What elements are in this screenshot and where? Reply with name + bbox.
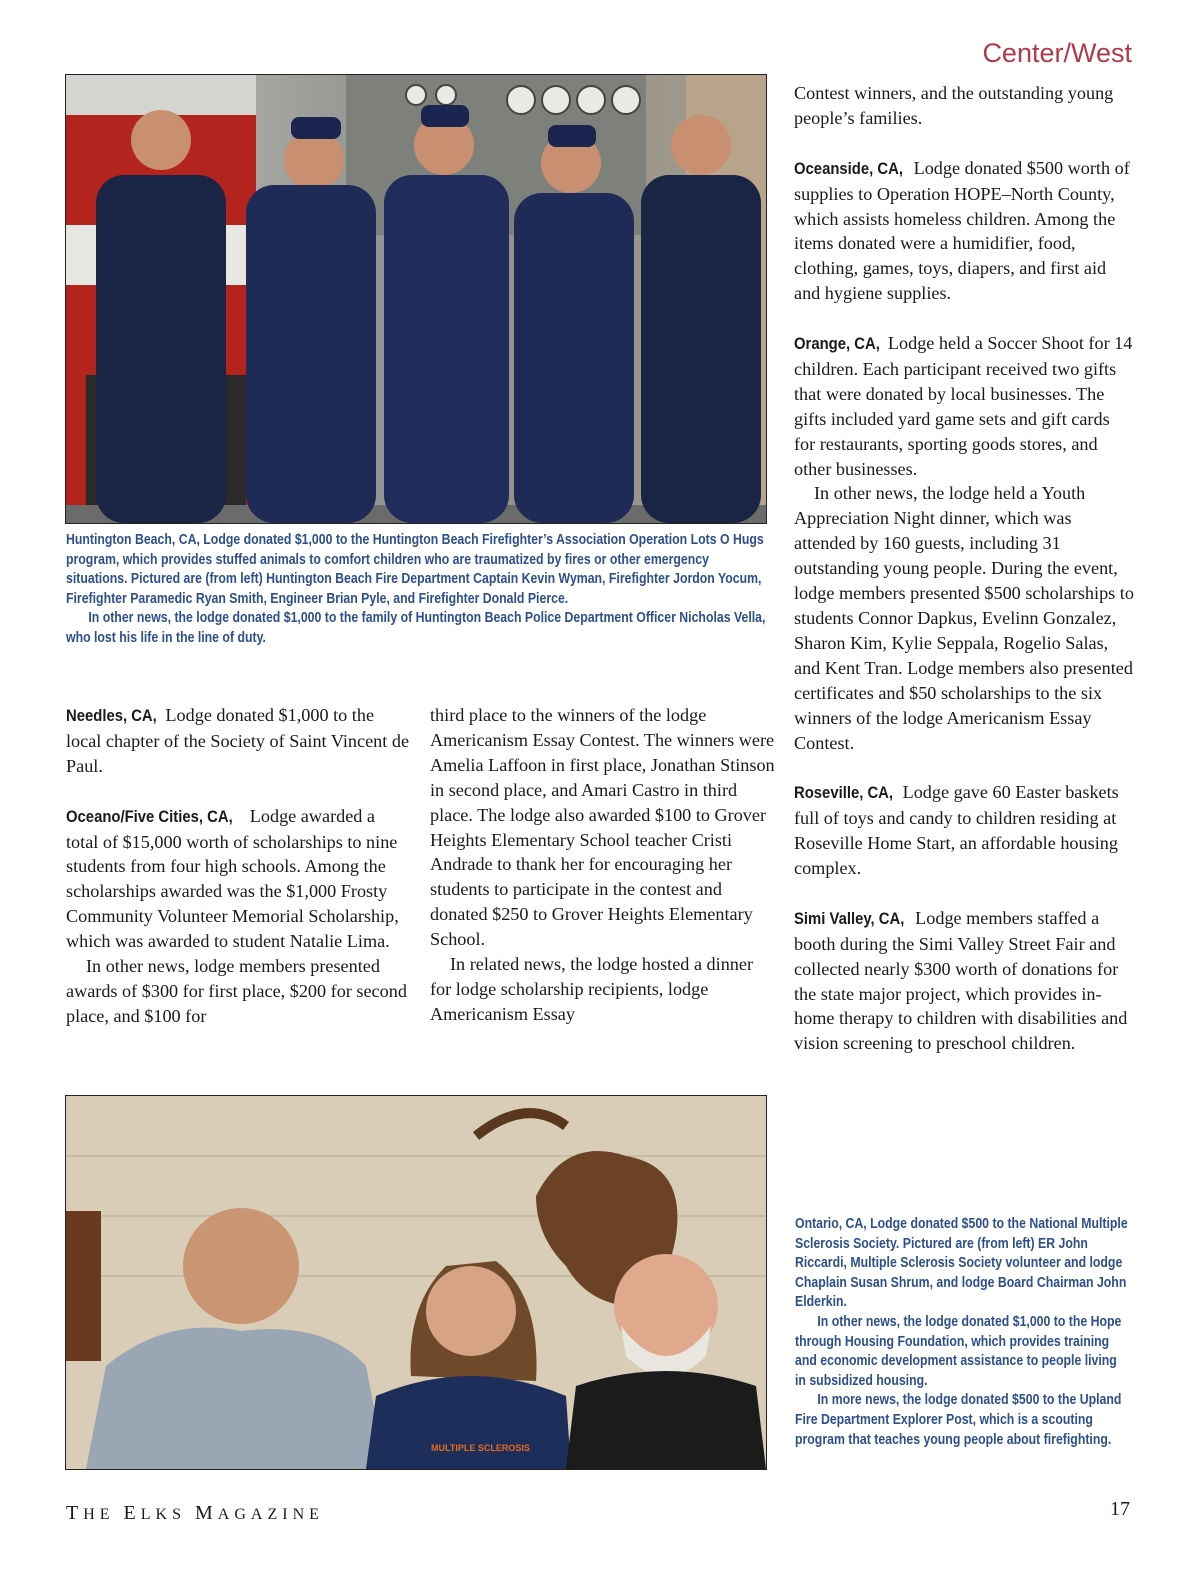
article-text: Lodge gave 60 Easter baskets full of toys and candy to children residing at Roseville Home Start, an affordable housing complex. — [794, 782, 1119, 879]
caption-place: Huntington Beach, CA, — [66, 532, 200, 548]
column-middle — [430, 703, 775, 1027]
article-oceanside — [794, 156, 1134, 306]
place-label: Orange, CA, — [794, 335, 880, 354]
caption-more: In other news, the lodge donated $1,000 to the family of Huntington Beach Police Department Officer Nicholas Vella, who lost his life in the line of duty. — [66, 610, 766, 646]
article-simi — [794, 906, 1134, 1056]
article-needles — [66, 703, 411, 779]
place-label: Simi Valley, CA, — [794, 909, 905, 928]
article-oceano-p2-start: In other news, lodge members presented awards of $300 for first place, $200 for second place, and $100 for — [66, 956, 407, 1026]
article-text: Lodge members staffed a booth during the Simi Valley Street Fair and collected nearly $300 worth of donations for the state major project, which provides in-home therapy to children with disabilities and vision screening to preschool children. — [794, 907, 1128, 1054]
place-label: Roseville, CA, — [794, 784, 894, 803]
article-oceano — [66, 804, 411, 954]
article-oceano-p2-end: third place to the winners of the lodge Americanism Essay Contest. The winners were Amelia Laffoon in first place, Jonathan Stinson in second place, and Amari Castro in third place. The lodge also awarded $100 to Grover Heights Elementary School teacher Cristi Andrade to thank her for encouraging her students to participate in the contest and donated $250 to Grover Heights Elementary School. — [430, 705, 775, 950]
place-label: Oceanside, CA, — [794, 159, 903, 178]
article-oceano-p3-start: In related news, the lodge hosted a dinner for lodge scholarship recipients, lodge Americanism Essay — [430, 954, 754, 1024]
article-text: Lodge awarded a total of $15,000 worth of scholarships to nine students from four high schools. Among the scholarships awarded was the $1,000 Frosty Community Volunteer Memorial Scholarship, which was awarded to student Natalie Lima. — [66, 805, 399, 952]
place-label: Oceano/Five Cities, CA, — [66, 807, 233, 826]
column-right — [794, 81, 1134, 1056]
ontario-lodge-photo — [65, 1095, 767, 1470]
section-label: Center/West — [982, 38, 1132, 68]
caption-more-1: In other news, the lodge donated $1,000 to the Hope through Housing Foundation, which provides training and economic development assistance to people living in subsidized housing. — [795, 1313, 1122, 1389]
article-orange — [794, 331, 1134, 481]
article-orange-p2: In other news, the lodge held a Youth Appreciation Night dinner, which was attended by 160 guests, including 31 outstanding young people. During the event, lodge members presented $500 scholarships to students Connor Dapkus, Evelinn Gonzalez, Sharon Kim, Kylie Seppala, Rogelio Salas, and Kent Tran. Lodge members also presented certificates and $50 scholarships to the six winners of the lodge Americanism Essay Contest. — [794, 483, 1134, 753]
article-oceano-p3-end: Contest winners, and the outstanding young people’s families. — [794, 83, 1114, 128]
shirt-logo-text: MULTIPLE SCLEROSIS — [431, 1443, 530, 1453]
place-label: Needles, CA, — [66, 707, 157, 725]
ontario-caption — [795, 1215, 1130, 1450]
firefighters-photo — [65, 74, 767, 524]
caption-text: Lodge donated $500 to the National Multiple Sclerosis Society. Pictured are (from left) ER John Riccardi, Multiple Sclerosis Society volunteer and lodge Chaplain Susan Shrum, and lodge Board Chairman John Elderkin. — [795, 1216, 1128, 1311]
page-number: 17 — [1110, 1498, 1130, 1520]
column-left — [66, 703, 411, 1029]
article-text: Lodge donated $1,000 to the local chapter of the Society of Saint Vincent de Paul. — [66, 705, 410, 776]
caption-more-2: In more news, the lodge donated $500 to the Upland Fire Department Explorer Post, which is a scouting program that teaches young people about firefighting. — [795, 1392, 1122, 1448]
article-text: Lodge donated $500 worth of supplies to Operation HOPE–North County, which assists homeless children. Among the items donated were a humidifier, food, clothing, games, toys, diapers, and first aid and hygiene supplies. — [794, 157, 1130, 304]
article-roseville — [794, 780, 1134, 881]
caption-place: Ontario, CA, — [795, 1216, 867, 1232]
magazine-name: THE ELKS MAGAZINE — [66, 1502, 324, 1524]
caption-text: Lodge donated $1,000 to the Huntington Beach Firefighter’s Association Operation Lots O Hugs program, which provides stuffed animals to comfort children who are traumatized by fires or other emergency situations. Pictured are (from left) Huntington Beach Fire Department Captain Kevin Wyman, Firefighter Jordon Yocum, Firefighter Paramedic Ryan Smith, Engineer Brian Pyle, and Firefighter Donald Pierce. — [66, 532, 764, 607]
article-text: Lodge held a Soccer Shoot for 14 children. Each participant received two gifts that were donated by local businesses. The gifts included yard game sets and gift cards for restaurants, sporting goods stores, and other businesses. — [794, 333, 1133, 479]
firefighters-caption — [66, 531, 766, 649]
